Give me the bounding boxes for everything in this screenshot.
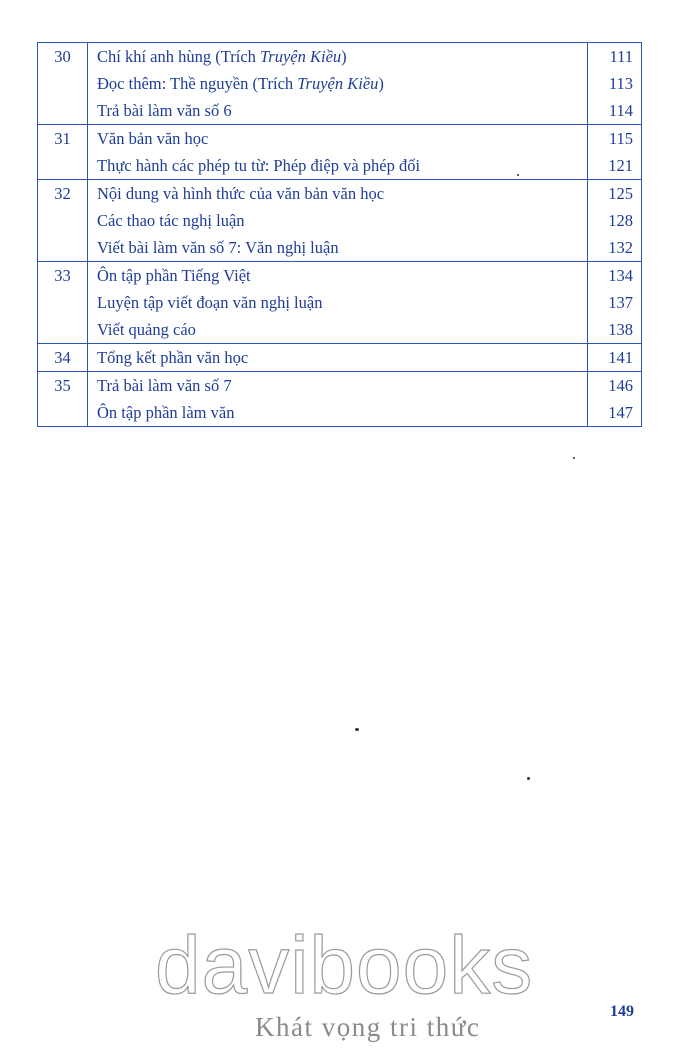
watermark-logo: davibooks [155, 920, 534, 1011]
entry-text: Luyện tập viết đoạn văn nghị luận [97, 293, 323, 312]
toc-row [38, 125, 642, 180]
scan-speck [517, 174, 519, 176]
toc-entry-title [97, 207, 587, 234]
entry-italic-text: Truyện Kiều [297, 74, 379, 93]
toc-entry-title [97, 70, 587, 97]
toc-entry-title [97, 262, 587, 289]
page-refs [588, 180, 642, 262]
toc-entry-title [97, 97, 587, 124]
lesson-number: 30 [38, 43, 88, 125]
page-refs [588, 125, 642, 180]
lesson-titles [88, 372, 588, 427]
entry-text: Văn bản văn học [97, 129, 209, 148]
page-refs [588, 262, 642, 344]
entry-text: Trả bài làm văn số 6 [97, 101, 232, 120]
entry-text: Trả bài làm văn số 7 [97, 376, 232, 395]
toc-entry-title [97, 43, 587, 70]
lesson-number: 32 [38, 180, 88, 262]
lesson-titles [88, 344, 588, 372]
toc-entry-page: 125 [608, 184, 633, 203]
entry-text: Nội dung và hình thức của văn bản văn học [97, 184, 385, 203]
toc-entry-title [97, 234, 587, 261]
scan-speck [527, 777, 530, 780]
toc-row [38, 43, 642, 125]
toc-entry-title [97, 399, 587, 426]
entry-text: Thực hành các phép tu từ: Phép điệp và phép đối [97, 156, 421, 175]
toc-entry-page: 138 [608, 320, 633, 339]
toc-entry-page: 137 [608, 293, 633, 312]
scan-speck [355, 728, 359, 731]
toc-entry-page: 132 [608, 238, 633, 257]
scan-speck [573, 457, 575, 459]
lesson-number: 34 [38, 344, 88, 372]
entry-text: Tổng kết phần văn học [97, 348, 249, 367]
toc-entry-page: 147 [608, 403, 633, 422]
lesson-titles [88, 262, 588, 344]
entry-text: Ôn tập phần làm văn [97, 403, 235, 422]
lesson-titles [88, 125, 588, 180]
toc-entry-page: 121 [608, 156, 633, 175]
toc-entry-page: 128 [608, 211, 633, 230]
toc-entry-page: 113 [608, 74, 633, 93]
toc-entry-page: 114 [608, 101, 633, 120]
watermark-tagline: Khát vọng tri thức [255, 1012, 481, 1042]
lesson-number: 35 [38, 372, 88, 427]
page-refs [588, 43, 642, 125]
lesson-number: 33 [38, 262, 88, 344]
page-number: 149 [610, 1003, 634, 1020]
entry-text: Ôn tập phần Tiếng Việt [97, 266, 251, 285]
entry-text: Chí khí anh hùng (Trích [97, 47, 261, 66]
lesson-number: 31 [38, 125, 88, 180]
toc-entry-title [97, 289, 587, 316]
toc-entry-title [97, 152, 587, 179]
toc-entry-page: 141 [608, 348, 633, 367]
lesson-titles [88, 43, 588, 125]
entry-italic-text: Truyện Kiều [260, 47, 342, 66]
toc-entry-title [97, 372, 587, 399]
page-refs [588, 372, 642, 427]
toc-entry-page: 146 [608, 376, 633, 395]
toc-row [38, 180, 642, 262]
page-refs [588, 344, 642, 372]
entry-text-suffix: ) [341, 47, 347, 66]
entry-text: Viết bài làm văn số 7: Văn nghị luận [97, 238, 339, 257]
toc-entry-page: 111 [609, 47, 633, 66]
toc-row [38, 344, 642, 372]
toc-entry-title [97, 180, 587, 207]
toc-entry-title [97, 316, 587, 343]
table-of-contents [37, 42, 642, 427]
lesson-titles [88, 180, 588, 262]
toc-entry-page: 115 [608, 129, 633, 148]
toc-row [38, 372, 642, 427]
entry-text: Đọc thêm: Thề nguyền (Trích [97, 74, 298, 93]
entry-text: Viết quảng cáo [97, 320, 196, 339]
toc-entry-title [97, 344, 587, 371]
toc-entry-page: 134 [608, 266, 633, 285]
entry-text: Các thao tác nghị luận [97, 211, 245, 230]
entry-text-suffix: ) [378, 74, 384, 93]
toc-row [38, 262, 642, 344]
toc-entry-title [97, 125, 587, 152]
